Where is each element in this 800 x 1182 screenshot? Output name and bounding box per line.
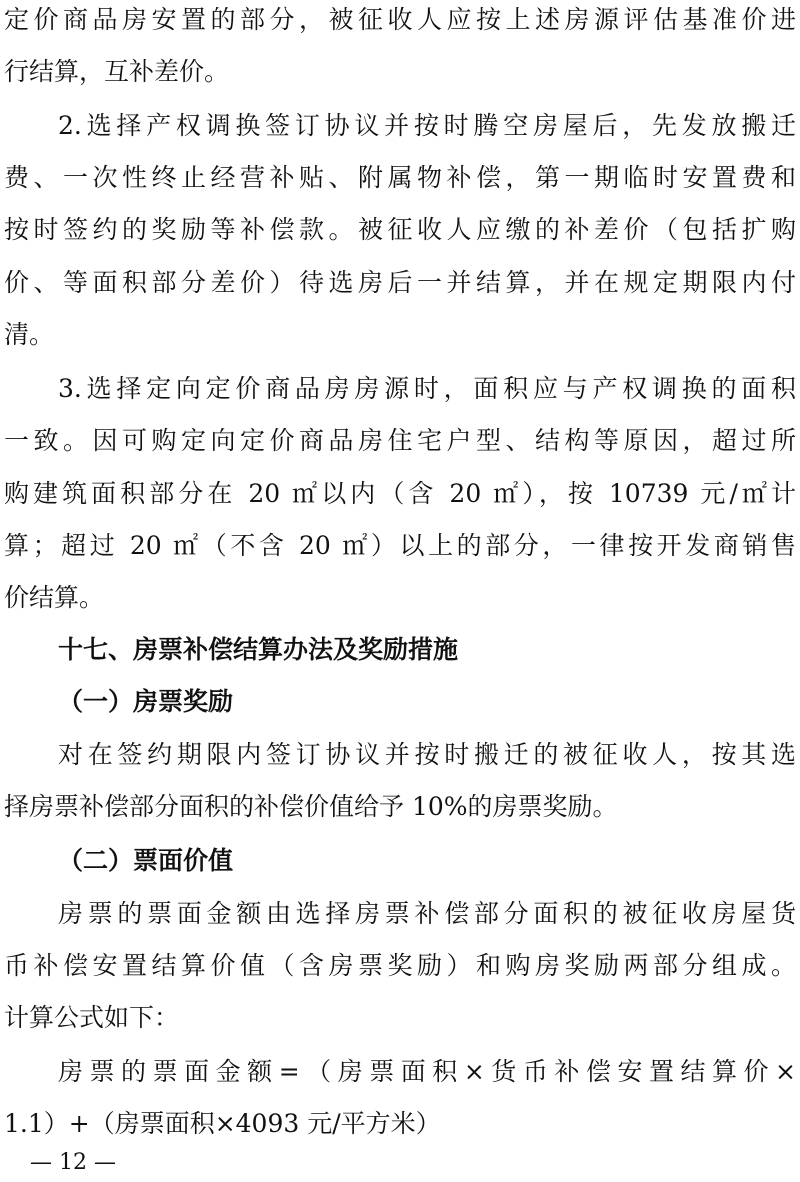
text-line: 3.选择定向定价商品房房源时，面积应与产权调换的面积 bbox=[58, 374, 796, 403]
text-line: 按时签约的奖励等补偿款。被征收人应缴的补差价（包括扩购 bbox=[4, 215, 796, 244]
text-line: 房票的票面金额由选择房票补偿部分面积的被征收房屋货 bbox=[58, 899, 796, 928]
text-line: 择房票补偿部分面积的补偿价值给予 10%的房票奖励。 bbox=[4, 792, 618, 821]
text-line: 价、等面积部分差价）待选房后一并结算，并在规定期限内付 bbox=[4, 268, 796, 297]
text-line: 一致。因可购定向定价商品房住宅户型、结构等原因，超过所 bbox=[4, 426, 796, 455]
text-line: 购建筑面积部分在 20 ㎡以内（含 20 ㎡），按 10739 元/㎡计 bbox=[4, 479, 796, 508]
subsection-heading: （一）房票奖励 bbox=[58, 687, 234, 716]
text-line: 币补偿安置结算价值（含房票奖励）和购房奖励两部分组成。 bbox=[4, 951, 796, 980]
text-line: 对在签约期限内签订协议并按时搬迁的被征收人，按其选 bbox=[58, 740, 796, 769]
text-line: 定价商品房安置的部分，被征收人应按上述房源评估基准价进 bbox=[4, 5, 796, 34]
subsection-heading: （二）票面价值 bbox=[58, 846, 234, 875]
text-line: 价结算。 bbox=[4, 583, 105, 612]
text-line: 清。 bbox=[4, 320, 55, 349]
text-line: 计算公式如下： bbox=[4, 1003, 180, 1032]
text-line: 2.选择产权调换签订协议并按时腾空房屋后，先发放搬迁 bbox=[58, 111, 796, 140]
section-heading: 十七、房票补偿结算办法及奖励措施 bbox=[58, 635, 459, 664]
text-line: 1.1）+（房票面积×4093 元/平方米） bbox=[4, 1109, 441, 1138]
text-line: 房票的票面金额=（房票面积×货币补偿安置结算价× bbox=[58, 1057, 796, 1086]
text-line: 行结算，互补差价。 bbox=[4, 57, 230, 86]
text-line: 费、一次性终止经营补贴、附属物补偿，第一期临时安置费和 bbox=[4, 163, 796, 192]
page-number: — 12 — bbox=[30, 1150, 116, 1175]
text-line: 算；超过 20 ㎡（不含 20 ㎡）以上的部分，一律按开发商销售 bbox=[4, 531, 796, 560]
